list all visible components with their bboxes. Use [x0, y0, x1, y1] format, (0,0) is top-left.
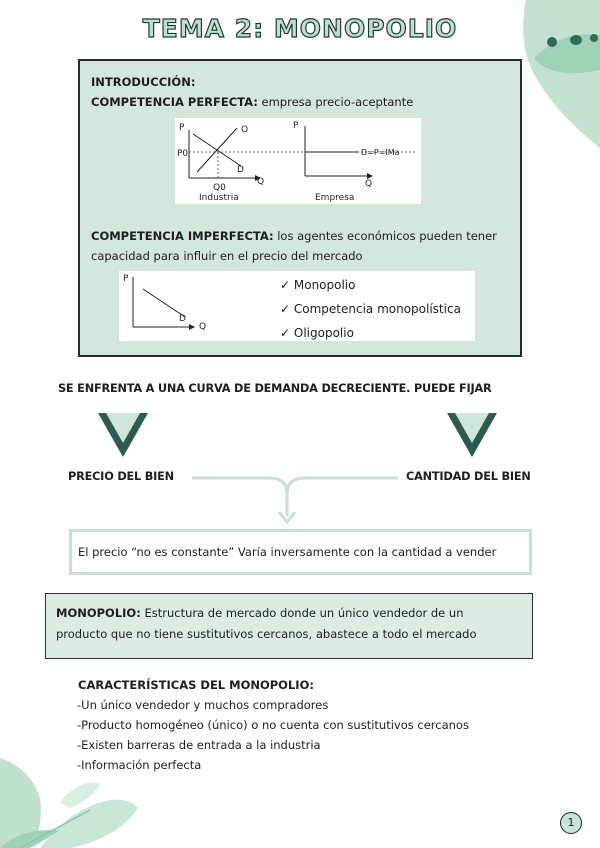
monopolio-text: Estructura de mercado donde un único vendedor de un — [140, 606, 464, 620]
page-title: TEMA 2: MONOPOLIO — [142, 14, 458, 43]
empresa-caption: Empresa — [315, 193, 355, 203]
market-type-item: ✓ Monopolio — [280, 278, 356, 292]
competencia-perfecta-label: COMPETENCIA PERFECTA: — [91, 95, 258, 109]
caracteristica-item: -Existen barreras de entrada a la industria — [77, 738, 321, 752]
competencia-imperfecta-line-2: capacidad para influir en el precio del mercado — [91, 249, 363, 263]
market-type-item: ✓ Competencia monopolística — [280, 302, 461, 316]
supply-curve — [197, 128, 237, 172]
intro-heading: INTRODUCCIÓN: — [91, 75, 196, 89]
page-number: 1 — [560, 812, 582, 834]
monopolio-label: MONOPOLIO: — [56, 606, 141, 620]
graph2-d-label: D — [179, 314, 186, 324]
caracteristicas-heading: CARACTERÍSTICAS DEL MONOPOLIO: — [78, 678, 314, 692]
right-down-arrow-icon — [445, 411, 499, 459]
industria-caption: Industria — [199, 193, 239, 203]
competencia-imperfecta-text: los agentes económicos pueden tener — [273, 229, 497, 243]
cantidad-del-bien-label: CANTIDAD DEL BIEN — [406, 470, 531, 483]
caracteristicas-list — [77, 695, 469, 775]
left-down-arrow-icon — [96, 411, 150, 459]
industria-p-label: P — [179, 123, 185, 133]
graph2-q-label: Q — [199, 322, 207, 332]
market-type-item: ✓ Oligopolio — [280, 326, 354, 340]
competencia-imperfecta-label: COMPETENCIA IMPERFECTA: — [91, 229, 274, 243]
caracteristica-item: -Producto homogéneo (único) o no cuenta con sustitutivos cercanos — [77, 718, 469, 732]
caracteristica-item: -Un único vendedor y muchos compradores — [77, 698, 329, 712]
market-types-list — [280, 273, 461, 345]
monopolio-definition-line — [56, 603, 464, 623]
caracteristica-item: -Información perfecta — [77, 758, 202, 772]
competencia-perfecta-text: empresa precio-aceptante — [257, 95, 414, 109]
monopolio-definition-line-2: producto que no tiene sustitutivos cercanos, abastece a todo el mercado — [56, 627, 477, 641]
industria-p0-label: P0 — [177, 149, 189, 159]
price-result-text: El precio “no es constante” Varía inversamente con la cantidad a vender — [78, 545, 497, 559]
perfect-competition-graph — [175, 118, 421, 204]
imperfect-competition-graph — [119, 271, 229, 341]
empresa-line-label: D=P=IMa — [361, 148, 400, 157]
industria-q0-label: Q0 — [213, 183, 226, 193]
industria-q-label: Q — [257, 177, 265, 187]
competencia-perfecta-line — [91, 92, 413, 112]
industria-o-label: O — [241, 125, 249, 135]
precio-del-bien-label: PRECIO DEL BIEN — [68, 470, 174, 483]
demand-curve-statement: SE ENFRENTA A UNA CURVA DE DEMANDA DECRECIENTE. PUEDE FIJAR — [58, 382, 492, 395]
industria-d-label: D — [237, 165, 244, 175]
graph2-p-label: P — [123, 274, 129, 284]
empresa-q-label: Q — [365, 179, 373, 189]
competencia-imperfecta-line — [91, 226, 497, 246]
merge-connector — [190, 470, 400, 530]
empresa-p-label: P — [293, 121, 299, 131]
decreasing-demand-curve — [143, 289, 185, 317]
